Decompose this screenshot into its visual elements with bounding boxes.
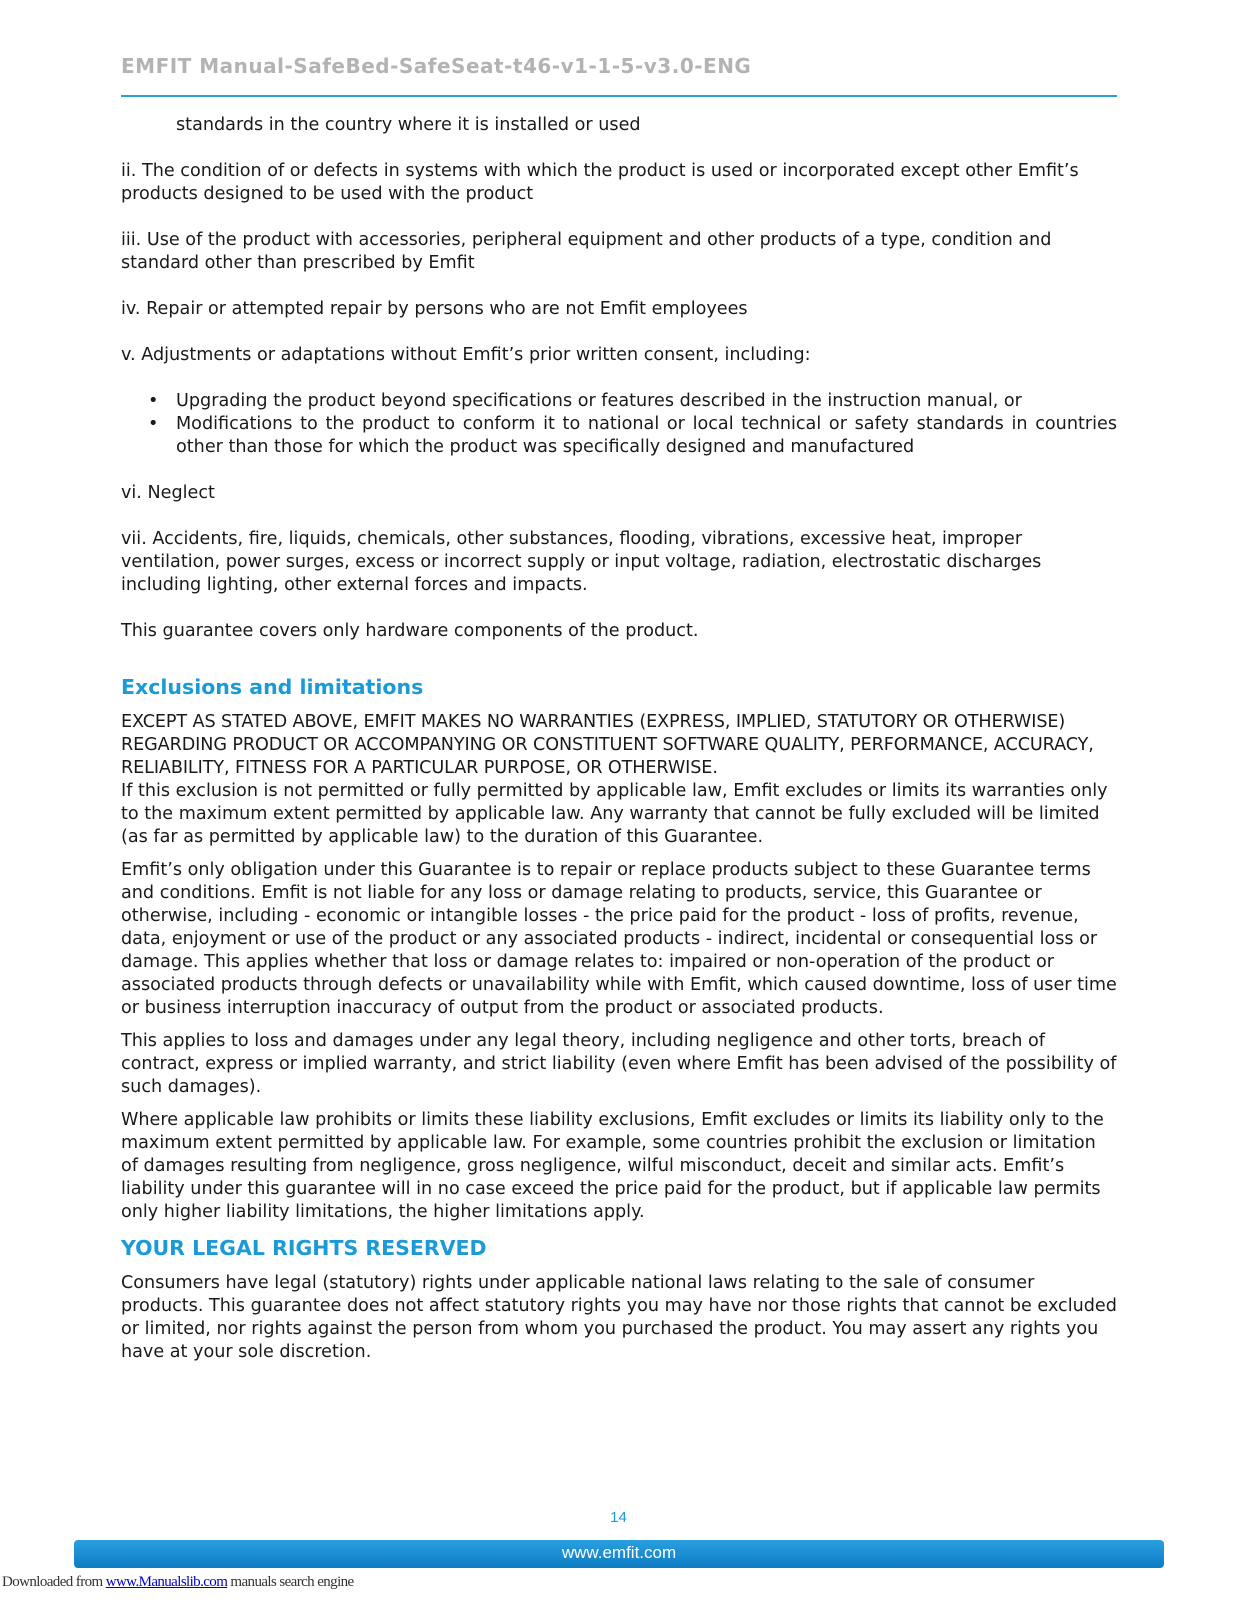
item-ii: ii. The condition of or defects in systems with which the product is used or incorporated except other Emfit’s products designed to be used with the product: [121, 161, 1079, 204]
exclusions-paragraph-1: [121, 711, 1117, 849]
document-body: [121, 114, 1117, 1374]
manualslib-link[interactable]: www.Manualslib.com: [105, 1574, 228, 1590]
item-vii: vii. Accidents, fire, liquids, chemicals, other substances, flooding, vibrations, excessive heat, improper ventilation, power surges, excess or incorrect supply or input voltage, radiation, electrostatic discharges including lighting, other external forces and impacts.: [121, 529, 1042, 595]
footer-bar: [74, 1540, 1164, 1568]
bullet-item: • Modifications to the product to conform it to national or local technical or safety standards in countries other than those for which the product was specifically designed and manufactured: [176, 413, 1117, 459]
exclusions-paragraph-4: Where applicable law prohibits or limits these liability exclusions, Emfit excludes or limits its liability only to the maximum extent permitted by applicable law. For example, some countries prohibit the exclusion or limitation of damages resulting from negligence, gross negligence, wilful misconduct, deceit and similar acts. Emfit’s liability under this guarantee will in no case exceed the price paid for the product, but if applicable law permits only higher liability limitations, the higher limitations apply.: [121, 1110, 1104, 1222]
download-prefix: Downloaded from: [2, 1574, 106, 1590]
exclusions-caps-text: EXCEPT AS STATED ABOVE, EMFIT MAKES NO WARRANTIES (EXPRESS, IMPLIED, STATUTORY OR OTHERWISE) REGARDING PRODUCT OR ACCOMPANYING OR CONSTITUENT SOFTWARE QUALITY, PERFORMANCE, ACCURACY, RELIABILITY, FITNESS FOR A PARTICULAR PURPOSE, OR OTHERWISE.: [121, 712, 1094, 778]
legal-rights-paragraph: Consumers have legal (statutory) rights under applicable national laws relating to the sale of consumer products. This guarantee does not affect statutory rights you may have nor those rights that cannot be excluded or limited, nor rights against the person from whom you purchased the product. You may assert any rights you have at your sole discretion.: [121, 1273, 1117, 1362]
item-iv: iv. Repair or attempted repair by persons who are not Emfit employees: [121, 299, 748, 319]
exclusions-paragraph-2: Emfit’s only obligation under this Guarantee is to repair or replace products subject to these Guarantee terms and conditions. Emfit is not liable for any loss or damage relating to products, service, this Guarantee or otherwise, including - economic or intangible losses - the price paid for the product - loss of profits, revenue, data, enjoyment or use of the product or any associated products - indirect, incidental or consequential loss or damage. This applies whether that loss or damage relates to: impaired or non-operation of the product or associated products through defects or unavailability while with Emfit, which caused downtime, loss of user time or business interruption inaccuracy of output from the product or associated products.: [121, 860, 1117, 1018]
intro-continuation: standards in the country where it is installed or used: [176, 115, 641, 135]
page-number: 14: [610, 1509, 627, 1526]
item-vi: vi. Neglect: [121, 483, 215, 503]
download-suffix: manuals search engine: [227, 1574, 354, 1590]
exclusions-heading: Exclusions and limitations: [121, 675, 424, 699]
download-attribution: [2, 1574, 354, 1591]
adjustments-bullet-list: [121, 390, 1117, 459]
footer-website-link[interactable]: www.emfit.com: [561, 1543, 677, 1562]
legal-rights-heading: YOUR LEGAL RIGHTS RESERVED: [121, 1236, 487, 1260]
exclusions-paragraph-3: This applies to loss and damages under any legal theory, including negligence and other torts, breach of contract, express or implied warranty, and strict liability (even where Emfit has been advised of the possibility of such damages).: [121, 1031, 1117, 1097]
item-v: v. Adjustments or adaptations without Emfit’s prior written consent, including:: [121, 345, 811, 365]
item-iii: iii. Use of the product with accessories, peripheral equipment and other products of a type, condition and standard other than prescribed by Emfit: [121, 230, 1052, 273]
exclusions-text: If this exclusion is not permitted or fully permitted by applicable law, Emfit excludes or limits its warranties only to the maximum extent permitted by applicable law. Any warranty that cannot be fully excluded will be limited (as far as permitted by applicable law) to the duration of this Guarantee.: [121, 781, 1108, 847]
hardware-note: This guarantee covers only hardware components of the product.: [121, 621, 699, 641]
header-divider: [121, 95, 1117, 97]
document-header-title: EMFIT Manual-SafeBed-SafeSeat-t46-v1-1-5-v3.0-ENG: [121, 54, 752, 78]
bullet-item: • Upgrading the product beyond specifications or features described in the instruction manual, or: [176, 390, 1117, 413]
